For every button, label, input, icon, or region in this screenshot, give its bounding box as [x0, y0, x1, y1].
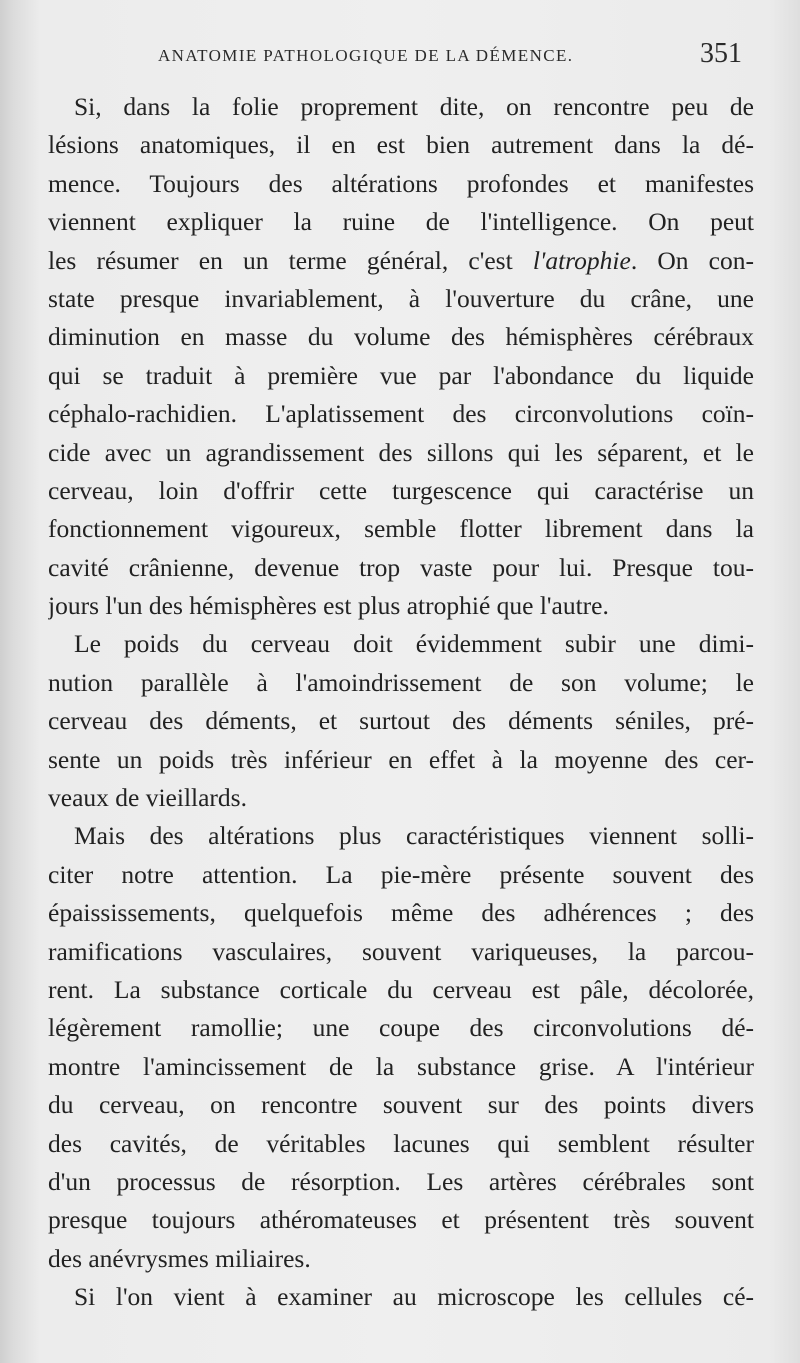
text-line: cerveau des déments, et surtout des déments séniles, pré- [48, 706, 754, 736]
text-line: d'un processus de résorption. Les artères cérébrales sont [48, 1166, 754, 1196]
text-line: épaississements, quelquefois même des adhérences ; des [48, 898, 754, 928]
page-header [0, 38, 800, 78]
page-number: 351 [700, 38, 742, 69]
text-line: qui se traduit à première vue par l'abondance du liquide [48, 360, 754, 390]
text-line: Le poids du cerveau doit évidemment subir une dimi- [74, 629, 754, 659]
text-line: veaux de vieillards. [48, 783, 247, 813]
text-line: Si, dans la folie proprement dite, on rencontre peu de [74, 92, 754, 121]
text-line: Si l'on vient à examiner au microscope les cellules cé- [74, 1282, 754, 1312]
text-line-with-italic [48, 242, 754, 280]
text-line: viennent expliquer la ruine de l'intelligence. On peut [48, 207, 754, 237]
text-line: fonctionnement vigoureux, semble flotter librement dans la [48, 514, 754, 544]
text-line: sente un poids très inférieur en effet à la moyenne des cer- [48, 744, 754, 774]
text-segment: . On con- [630, 245, 754, 275]
text-line: state presque invariablement, à l'ouverture du crâne, une [48, 283, 754, 313]
text-line: cide avec un agrandissement des sillons qui les séparent, et le [48, 437, 754, 467]
text-line: rent. La substance corticale du cerveau est pâle, décolorée, [48, 974, 754, 1004]
text-line: diminution en masse du volume des hémisphères cérébraux [48, 322, 754, 352]
text-line: ramifications vasculaires, souvent variqueuses, la parcou- [48, 936, 754, 966]
text-line: cavité crânienne, devenue trop vaste pour lui. Presque tou- [48, 552, 754, 582]
text-line: citer notre attention. La pie-mère présente souvent des [48, 859, 754, 889]
text-line: des anévrysmes miliaires. [48, 1243, 311, 1273]
text-line: jours l'un des hémisphères est plus atrophié que l'autre. [48, 591, 609, 621]
text-line: lésions anatomiques, il en est bien autrement dans la dé- [48, 130, 754, 160]
text-line: presque toujours athéromateuses et présentent très souvent [48, 1205, 754, 1235]
text-line: nution parallèle à l'amoindrissement de son volume; le [48, 667, 754, 697]
text-line: mence. Toujours des altérations profondes et manifestes [48, 168, 754, 198]
text-line: du cerveau, on rencontre souvent sur des points divers [48, 1090, 754, 1120]
text-line: Mais des altérations plus caractéristiques viennent solli- [74, 821, 754, 851]
running-title: ANATOMIE PATHOLOGIQUE DE LA DÉMENCE. [158, 46, 574, 65]
text-line: cerveau, loin d'offrir cette turgescence qui caractérise un [48, 475, 754, 505]
italic-term: l'atrophie [532, 245, 631, 275]
text-line: céphalo-rachidien. L'aplatissement des circonvolutions coïn- [48, 399, 754, 429]
text-segment: les résumer en un terme général, c'est [48, 245, 513, 275]
text-line: montre l'amincissement de la substance grise. A l'intérieur [48, 1051, 754, 1081]
text-line: des cavités, de véritables lacunes qui semblent résulter [48, 1128, 754, 1158]
text-line: légèrement ramollie; une coupe des circonvolutions dé- [48, 1013, 754, 1043]
body-text [48, 88, 754, 1317]
